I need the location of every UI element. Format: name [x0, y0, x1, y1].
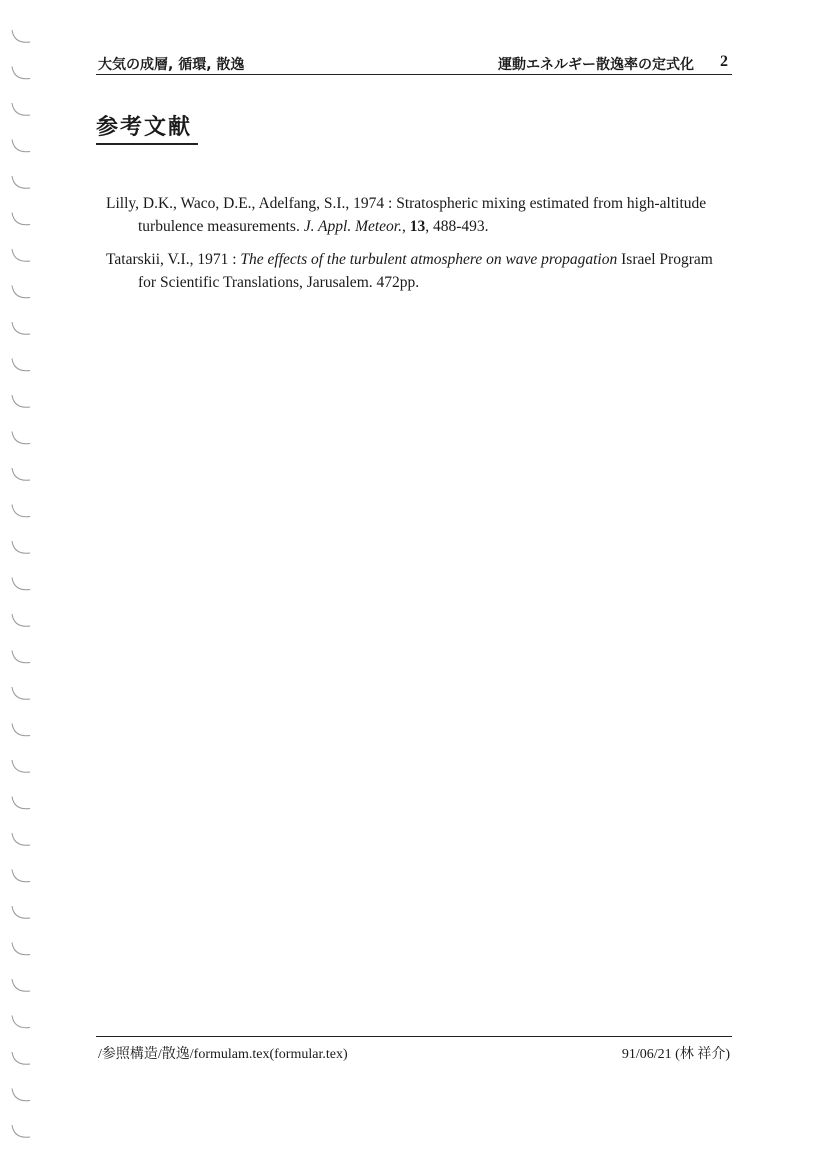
- binder-hole-arc: [12, 176, 30, 188]
- binder-hole-arc: [12, 505, 30, 517]
- binder-hole-arc: [12, 432, 30, 444]
- reference-volume: 13: [409, 218, 426, 235]
- section-title: 参考文献: [96, 110, 198, 145]
- reference-authors: Tatarskii, V.I., 1971 :: [106, 251, 241, 268]
- binder-hole-arc: [12, 578, 30, 590]
- binder-hole-arc: [12, 1125, 30, 1137]
- reference-authors: Lilly, D.K., Waco, D.E., Adelfang, S.I., 1974 :: [106, 195, 397, 212]
- page-number: 2: [720, 53, 728, 70]
- binder-hole-arc: [12, 906, 30, 918]
- binder-hole-arc: [12, 1016, 30, 1028]
- binder-hole-arc: [12, 286, 30, 298]
- binder-hole-arc: [12, 30, 30, 42]
- header-right-title: 運動エネルギー散逸率の定式化: [498, 57, 694, 73]
- binder-hole-arc: [12, 468, 30, 480]
- binder-hole-arc: [12, 687, 30, 699]
- binder-hole-arc: [12, 833, 30, 845]
- binder-hole-arc: [12, 614, 30, 626]
- binder-hole-arc: [12, 213, 30, 225]
- binder-hole-arc: [12, 943, 30, 955]
- binder-hole-arc: [12, 249, 30, 261]
- binder-hole-arc: [12, 67, 30, 79]
- footer-file-path: /参照構造/散逸/formulam.tex(formular.tex): [98, 1047, 348, 1062]
- binder-hole-arc: [12, 359, 30, 371]
- reference-separator: ,: [402, 218, 410, 235]
- binder-hole-arc: [12, 760, 30, 772]
- binder-hole-arc: [12, 797, 30, 809]
- binder-hole-arc: [12, 1089, 30, 1101]
- reference-title: The effects of the turbulent atmosphere on wave propagation: [240, 251, 618, 268]
- page-footer: [96, 1036, 732, 1063]
- reference-publisher: Israel Program for Scientific Translations, Jarusalem. 472pp.: [138, 251, 713, 291]
- binder-hole-arc: [12, 541, 30, 553]
- reference-item: [106, 192, 734, 238]
- footer-date-author: 91/06/21 (林 祥介): [621, 1047, 730, 1062]
- binder-holes: [6, 0, 36, 1164]
- binder-hole-arc: [12, 870, 30, 882]
- reference-pages: , 488-493.: [425, 218, 489, 235]
- binder-hole-arc: [12, 322, 30, 334]
- binder-hole-arc: [12, 651, 30, 663]
- page-header: [96, 52, 732, 75]
- binder-hole-arc: [12, 1052, 30, 1064]
- header-left-title: 大気の成層, 循環, 散逸: [98, 57, 245, 73]
- binder-hole-arc: [12, 724, 30, 736]
- binder-hole-arc: [12, 395, 30, 407]
- binder-hole-arc: [12, 103, 30, 115]
- reference-journal: J. Appl. Meteor.: [303, 218, 402, 235]
- reference-title: Stratospheric mixing estimated from high-altitude turbulence measurements.: [138, 195, 707, 235]
- binder-hole-arc: [12, 979, 30, 991]
- reference-list: [106, 192, 734, 304]
- binder-hole-arc: [12, 140, 30, 152]
- reference-item: [106, 248, 734, 294]
